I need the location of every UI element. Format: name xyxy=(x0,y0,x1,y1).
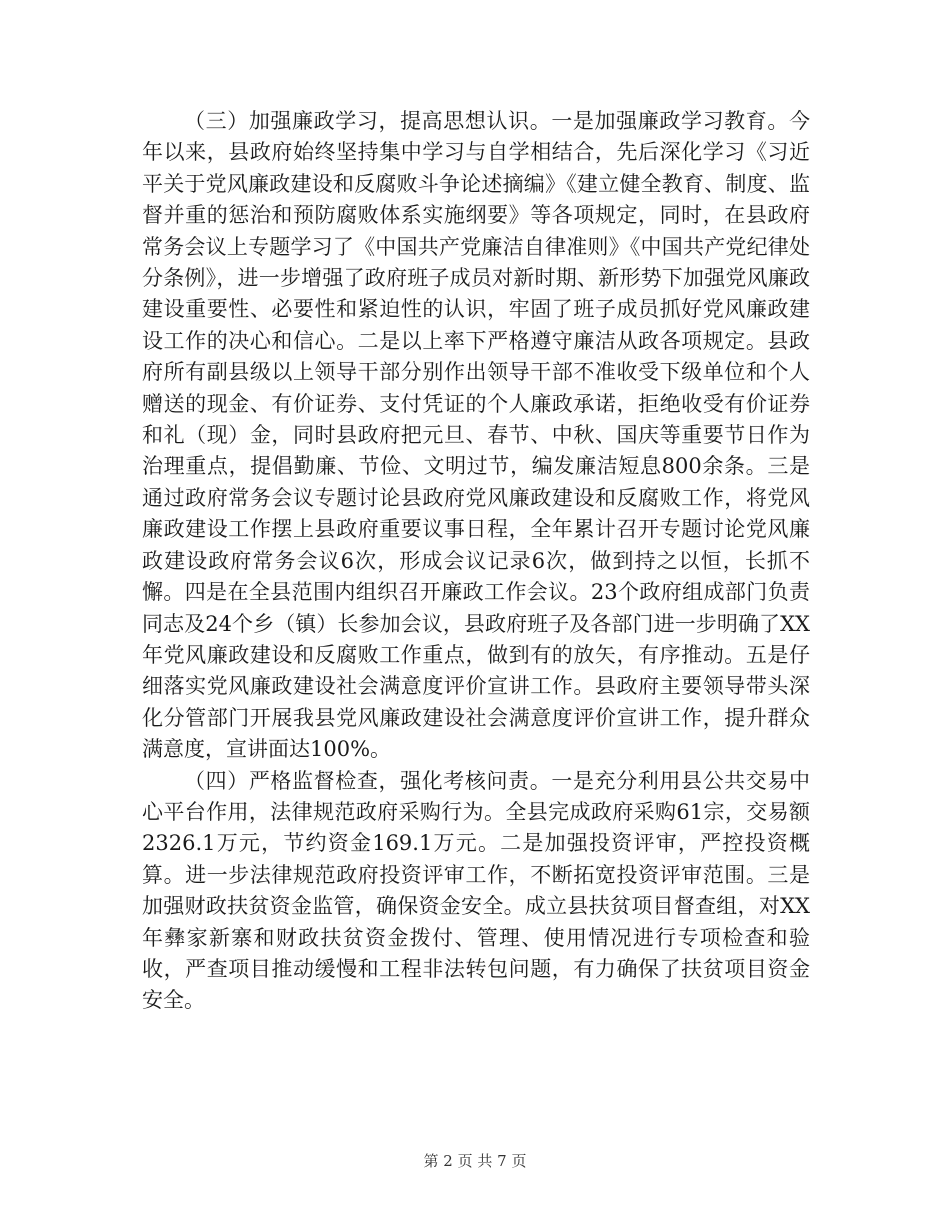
page-number-footer: 第 2 页 共 7 页 xyxy=(423,1152,527,1170)
paragraph-section-four: （四）严格监督检查，强化考核问责。一是充分利用县公共交易中心平台作用，法律规范政府采购行为。全县完成政府采购61宗，交易额2326.1万元，节约资金169.1万元。二是加强投资评审，严控投资概算。进一步法律规范政府投资评审工作，不断拓宽投资评审范围。三是加强财政扶贫资金监管，确保资金安全。成立县扶贫项目督查组，对XX年彝家新寨和财政扶贫资金拨付、管理、使用情况进行专项检查和验收，严查项目推动缓慢和工程非法转包问题，有力确保了扶贫项目资金安全。 xyxy=(142,768,810,1013)
paragraph-section-three: （三）加强廉政学习，提高思想认识。一是加强廉政学习教育。今年以来，县政府始终坚持集中学习与自学相结合，先后深化学习《习近平关于党风廉政建设和反腐败斗争论述摘编》《建立健全教育、制度、监督并重的惩治和预防腐败体系实施纲要》等各项规定，同时，在县政府常务会议上专题学习了《中国共产党廉洁自律准则》《中国共产党纪律处分条例》，进一步增强了政府班子成员对新时期、新形势下加强党风廉政建设重要性、必要性和紧迫性的认识，牢固了班子成员抓好党风廉政建设工作的决心和信心。二是以上率下严格遵守廉洁从政各项规定。县政府所有副县级以上领导干部分别作出领导干部不准收受下级单位和个人赠送的现金、有价证券、支付凭证的个人廉政承诺，拒绝收受有价证券和礼（现）金，同时县政府把元旦、春节、中秋、国庆等重要节日作为治理重点，提倡勤廉、节俭、文明过节，编发廉洁短息800余条。三是通过政府常务会议专题讨论县政府党风廉政建设和反腐败工作，将党风廉政建设工作摆上县政府重要议事日程，全年累计召开专题讨论党风廉政建设政府常务会议6次，形成会议记录6次，做到持之以恒，长抓不懈。四是在全县范围内组织召开廉政工作会议。23个政府组成部门负责同志及24个乡（镇）长参加会议，县政府班子及各部门进一步明确了XX年党风廉政建设和反腐败工作重点，做到有的放矢，有序推动。五是仔细落实党风廉政建设社会满意度评价宣讲工作。县政府主要领导带头深化分管部门开展我县党风廉政建设社会满意度评价宣讲工作，提升群众满意度，宣讲面达100%。 xyxy=(142,109,810,762)
document-body xyxy=(142,106,810,1017)
